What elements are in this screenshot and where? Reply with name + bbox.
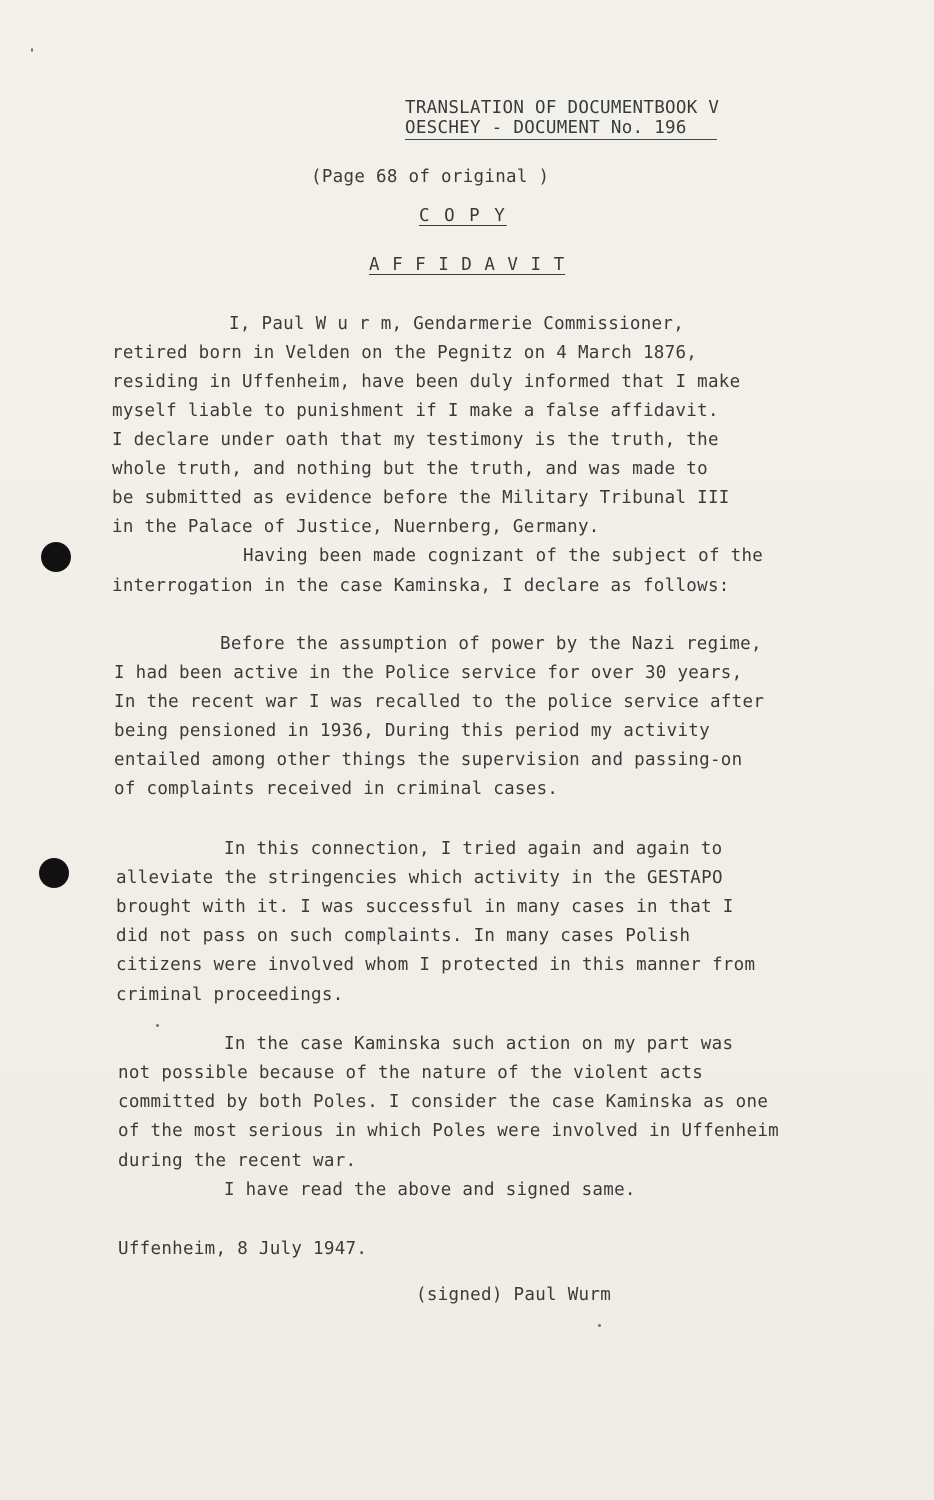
paper-speck [31,48,33,52]
para5-line: during the recent war. [118,1151,357,1171]
para1-line: in the Palace of Justice, Nuernberg, Germany. [112,517,600,537]
para5-line: of the most serious in which Poles were involved in Uffenheim [118,1121,779,1141]
punch-hole-top [41,542,71,572]
para3-line: entailed among other things the supervision and passing-on [114,750,743,770]
para1-line: I, Paul W u r m, Gendarmerie Commissioner, [229,314,685,334]
para1-line: retired born in Velden on the Pegnitz on 4 March 1876, [112,343,698,363]
para1-line: be submitted as evidence before the Military Tribunal III [112,488,730,508]
para4-line: criminal proceedings. [116,985,344,1005]
para3-line: Before the assumption of power by the Nazi regime, [220,634,762,654]
para4-line: brought with it. I was successful in many cases in that I [116,897,734,917]
signature: (signed) Paul Wurm [416,1285,612,1305]
paper-speck [156,1024,159,1027]
para3-line: of complaints received in criminal cases. [114,779,559,799]
copy-label: C O P Y [419,206,507,226]
para1-line: residing in Uffenheim, have been duly informed that I make [112,372,741,392]
para4-line: alleviate the stringencies which activity in the GESTAPO [116,868,723,888]
para3-line: In the recent war I was recalled to the police service after [114,692,765,712]
page-reference: (Page 68 of original ) [311,167,550,187]
affidavit-title: A F F I D A V I T [369,255,566,275]
para5-line: committed by both Poles. I consider the case Kaminska as one [118,1092,769,1112]
para3-line: I had been active in the Police service for over 30 years, [114,663,743,683]
para4-line: citizens were involved whom I protected in this manner from [116,955,756,975]
para5-line: I have read the above and signed same. [224,1180,636,1200]
para4-line: did not pass on such complaints. In many cases Polish [116,926,691,946]
para1-line: myself liable to punishment if I make a false affidavit. [112,401,719,421]
para4-line: In this connection, I tried again and again to [224,839,723,859]
header-line-2: OESCHEY - DOCUMENT No. 196 [405,117,717,140]
para5-line: not possible because of the nature of the violent acts [118,1063,704,1083]
place-and-date: Uffenheim, 8 July 1947. [118,1239,368,1259]
header-line-1: TRANSLATION OF DOCUMENTBOOK V [405,98,720,118]
para1-line: I declare under oath that my testimony is the truth, the [112,430,719,450]
para2-line: Having been made cognizant of the subject of the [243,546,764,566]
para3-line: being pensioned in 1936, During this period my activity [114,721,710,741]
punch-hole-bottom [39,858,69,888]
paper-speck [598,1324,601,1327]
para5-line: In the case Kaminska such action on my part was [224,1034,734,1054]
para1-line: whole truth, and nothing but the truth, and was made to [112,459,708,479]
para2-line: interrogation in the case Kaminska, I declare as follows: [112,576,730,596]
